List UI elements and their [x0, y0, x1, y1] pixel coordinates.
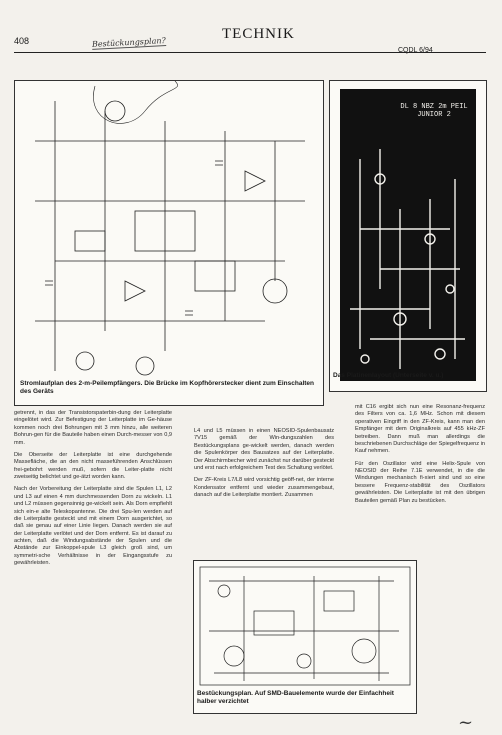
schematic-drawing	[15, 81, 323, 405]
paragraph: mit C16 ergibt sich nun eine Resonanz-frequenz des Filters von ca. 1,6 MHz. Schon mit diesem operativen Eingriff in den ZF-Kreis, kann man den Empfänger mit dem Originalkreis auf 455 kHz-ZF betreiben. Dann muß man allerdings die beschriebenen Durchschläge der Spiegelfrequenz in Kauf nehmen.	[355, 404, 485, 455]
placement-drawing	[194, 561, 416, 691]
paragraph: Die Oberseite der Leiterplatte ist eine durchgehende Massefläche, die an den nicht masseführenden Anschlüssen frei-gebohrt werden muß, sofern die Leiter-platte nicht zweiseitig belichtet und ge-ätzt worden kann.	[14, 451, 172, 480]
pcb-label: DL 8 NBZ 2m PEIL JUNIOR 2	[400, 103, 468, 120]
pcb-traces	[340, 89, 476, 381]
handwritten-note: Bestückungsplan?	[91, 36, 167, 49]
section-title: TECHNIK	[222, 26, 295, 42]
pcb-layout-image	[340, 89, 476, 381]
paragraph: Nach der Vorbereitung der Leiterplatte sind die Spulen L1, L2 und L3 auf einen 4 mm durchmessenden Dorn zu wickeln. L1 und L2 müssen gegensinnig ge-wickelt sein. Als Dorn empfiehlt sich ein-e alte Teleskopantenne. Die drei Spu-len werden auf die Leiterplatte gesteckt und mit einem Dorn ausgerichtet, so daß sie genau auf einer Linie liegen. Danach werden sie auf der Leiterplatte verlötet und der Dorn entfernt. Es ist darauf zu achten, daß die Windungsabstände der Spulen und die Abstände zur Einkoppel-spule L3 gleich groß sind, um symmetri-sche Verhältnisse in der Eingangsstufe zu gewährleisten.	[14, 486, 172, 567]
paragraph: Der ZF-Kreis L7/L8 wird vorsichtig geöff-net, der interne Kondensator entfernt und wieder zusammengebaut, danach auf die Leiterplatte montiert. Zusammen	[194, 477, 334, 498]
schematic-figure	[14, 80, 324, 406]
text-column-1	[14, 410, 172, 573]
paragraph: L4 und L5 müssen in einen NEOSID-Spulenbausatz 7V15 gemäß der Win-dungszahlen des Bestückungsplans ge-wickelt werden, danach werden die Spulenkörper des Bausatzes auf der Leiterplatte. Der Abschirmbecher wird zunächst nur darüber gesteckt und erst nach erfolgreichem Test des Schaltung verlötet.	[194, 428, 334, 471]
corner-mark: ~	[458, 712, 474, 733]
page-number: 408	[14, 36, 30, 46]
magazine-issue: CQDL 6/94	[398, 47, 433, 54]
text-column-2	[194, 428, 334, 504]
text-column-3	[355, 404, 485, 510]
header-rule	[14, 52, 486, 53]
pcb-caption: Das Platinenlayout (Unterseite v. u.)	[333, 372, 444, 379]
placement-caption: Bestückungsplan. Auf SMD-Bauelemente wurde der Einfachheit halber verzichtet	[197, 690, 394, 706]
paragraph: getrennt, in das der Transistorspaterbin-dung der Leiterplatte eingelötet wird. Zur Befestigung der Leiterplatte im Ge-häuse kommen noch drei Bohrungen mit 3 mm hinzu, alle weiteren Bohrun-gen für die Bauteile haben einen Durch-messer von 0,9 mm.	[14, 410, 172, 446]
schematic-caption: Stromlaufplan des 2-m-Peilempfängers. Die Brücke im Kopfhörerstecker dient zum Einschalten des Geräts	[20, 380, 315, 396]
paragraph: Für den Oszillator wird eine Helix-Spule von NEOSID der Reihe 7.1E verwendet, in die die Windungen mechanisch fi-xiert sind und so eine bessere Frequenz-stabilität des Oszillators gewährleisten. Die Leiterplatte ist mit den übrigen Bauteilen gemäß Plan zu bestücken.	[355, 460, 485, 504]
pcb-figure	[329, 80, 487, 392]
